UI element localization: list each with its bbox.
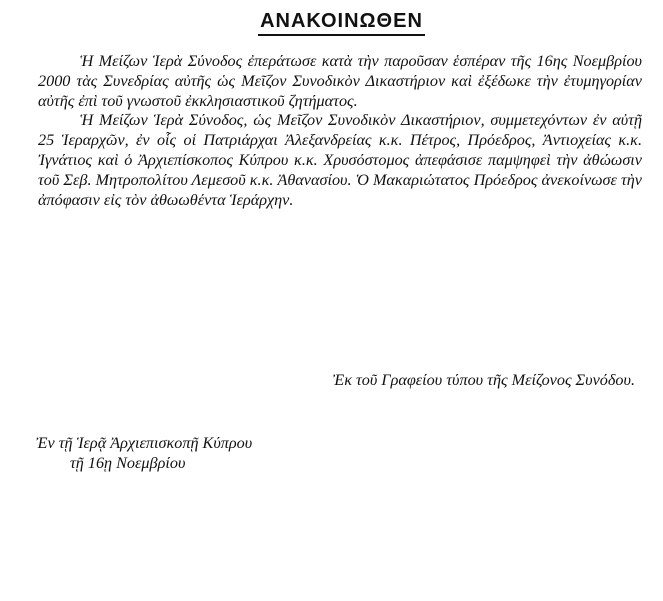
title-text: ΑΝΑΚΟΙΝΩΘΕΝ [258, 10, 425, 36]
paragraph-1: Ἡ Μείζων Ἱερὰ Σύνοδος ἐπεράτωσε κατὰ τὴν παροῦσαν ἑσπέραν τῆς 16ης Νοεμβρίου 2000 τὰς Συνεδρίας αὐτῆς ὡς Μεῖζον Συνοδικὸν Δικαστήριον καὶ ἐξέδωκε τὴν ἐτυμηγορίαν αὐτῆς ἐπὶ τοῦ γνωστοῦ ἐκκλησιαστικοῦ ζητήματος. [38, 52, 642, 110]
paragraph-2: Ἡ Μείζων Ἱερὰ Σύνοδος, ὡς Μεῖζον Συνοδικὸν Δικαστήριον, συμμετεχόντων ἐν αὐτῇ 25 Ἱεραρχῶν, ἐν οἷς οἱ Πατριάρχαι Ἀλεξανδρείας κ.κ. Πέτρος, Πρόεδρος, Ἀντιοχείας κ.κ. Ἰγνάτιος καὶ ὁ Ἀρχιεπίσκοπος Κύπρου κ.κ. Χρυσόστομος ἀπεφάσισε παμψηφεὶ τὴν ἀθώωσιν τοῦ Σεβ. Μητροπολίτου Λεμεσοῦ κ.κ. Ἀθανασίου. Ὁ Μακαριώτατος Πρόεδρος ἀνεκοίνωσε τὴν ἀπόφασιν εἰς τὸν ἀθωωθέντα Ἱεράρχην. [38, 111, 642, 209]
signature-line: Ἐκ τοῦ Γραφείου τύπου τῆς Μείζονος Συνόδου. [332, 371, 635, 389]
place-line: Ἐν τῇ Ἱερᾷ Ἀρχιεπισκοπῇ Κύπρου [36, 434, 253, 452]
place-date-block [36, 433, 252, 473]
document-body [38, 52, 642, 210]
date-line: τῇ 16ῃ Νοεμβρίου [70, 454, 186, 472]
document-title [0, 10, 663, 36]
